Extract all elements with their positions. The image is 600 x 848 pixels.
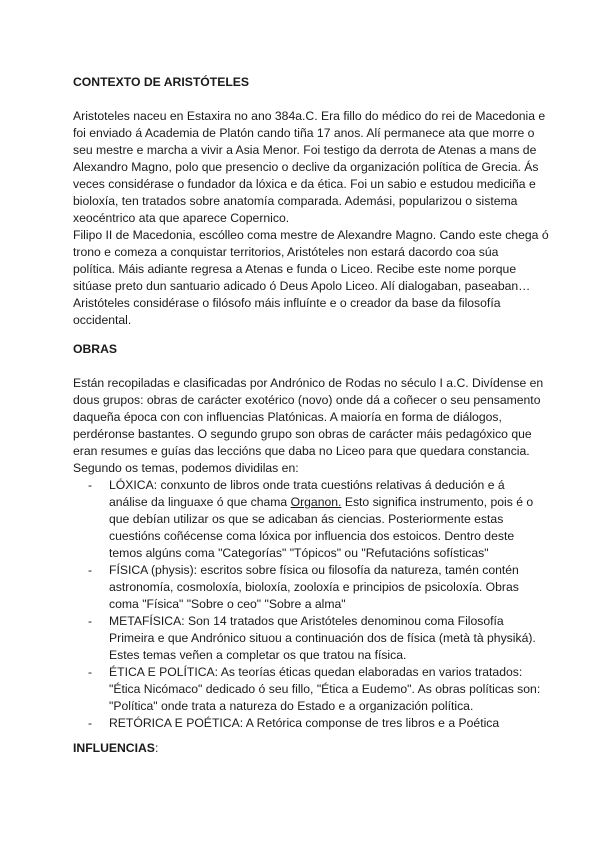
heading-obras: OBRAS [73,342,118,356]
text-line: foi enviado á Academia de Platón cando tiña 17 anos. Alí permanece ata que morre o [73,126,535,140]
text-line: FÍSICA (physis): escritos sobre física ou filosofía da natureza, tamén contén [109,563,519,577]
heading-colon: : [154,741,159,755]
text-line: coma "Física" "Sobre o ceo" "Sobre a alma" [109,597,346,611]
text-line: Están recopiladas e clasificadas por Andrónico de Rodas no século I a.C. Divídense en [73,376,544,390]
list-item-loxica [88,477,534,562]
text-line: occidental. [73,313,132,327]
text-line: daqueña época con con influencias Platónicas. A maioría en forma de diálogos, [73,410,502,424]
text-line: sitúase preto dun santuario adicado ó Deus Apolo Liceo. Alí dialogaban, paseaban… [73,279,531,293]
text-line: METAFÍSICA: Son 14 tratados que Aristóteles denominou coma Filosofía [109,614,504,628]
text-line: astronomía, cosmoloxía, bioloxía, zooloxía e principios de psicoloxía. Obras [109,580,519,594]
list-item-metafisica [88,613,536,664]
organon-underlined: Organon. [290,495,342,509]
list-dash: - [88,563,93,577]
text-line: "Política" onde trata a natureza do Estado e a organización política. [109,699,474,713]
text-line: Aristoteles naceu en Estaxira no ano 384a.C. Era fillo do médico do rei de Macedonia e [73,109,546,123]
text-fragment: Esto significa instrumento, pois é o [344,495,534,509]
paragraph-contexto [73,108,549,329]
heading-influencias: INFLUENCIAS [73,741,155,755]
list-dash: - [88,716,93,730]
text-line: ÉTICA E POLÍTICA: As teorías éticas quedan elaboradas en varios tratados: [109,665,523,679]
list-dash: - [88,614,93,628]
text-line: dous grupos: obras de carácter exotérico (novo) onde dá a coñecer o seu pensamento [73,393,541,407]
text-line: RETÓRICA E POÉTICA: A Retórica componse de tres libros e a Poética [109,716,500,730]
text-line: veces considérase o fundador da lóxica e da ética. Foi un sabio e estudou mediciña e [73,177,536,191]
text-line: política. Máis adiante regresa a Atenas e funda o Liceo. Recibe este nome porque [73,262,517,276]
text-line: Filipo II de Macedonia, escólleo coma mestre de Alexandre Magno. Cando este chega ó [73,228,549,242]
text-line: bioloxía, ten tratados sobre anatomía comparada. Ademási, popularizou o sistema [73,194,518,208]
text-line: que debían utilizar os que se adicaban ás ciencias. Posteriormente estas [109,512,504,526]
text-line: xeocéntrico ata que aparece Copernico. [73,211,290,225]
text-line: LÓXICA: conxunto de libros onde trata cuestións relativas á dedución e á [109,478,505,492]
list-item-retorica-poetica [88,715,528,732]
list-item-etica-politica [88,664,541,715]
text-fragment: análise da linguaxe ó que chama [109,495,291,509]
text-line: temos algúns coma "Categorías" "Tópicos" ou "Refutacións sofísticas" [109,546,489,560]
text-line: seu mestre e marcha a vivir a Asia Menor. Foi testigo da derrota de Atenas a mans de [73,143,537,157]
list-dash: - [88,665,93,679]
text-line: Estes temas veñen a completar os que tratou na física. [109,648,407,662]
text-line: Aristóteles considérase o filósofo máis influínte e o creador da base da filosofía [73,296,501,310]
text-line-organon [109,494,534,511]
list-dash: - [88,478,93,492]
paragraph-obras [73,375,544,477]
list-item-fisica [88,562,528,613]
text-line: Segundo os temas, podemos dividilas en: [73,461,299,475]
text-line: cuestións coñécense coma lóxica por influencia dos estoicos. Dentro deste [109,529,515,543]
text-line: perdéronse bastantes. O segundo grupo son obras de carácter máis pedagóxico que [73,427,532,441]
text-line: eran resumes e guías das leccións que daba no Liceo para que quedara constancia. [73,444,530,458]
obras-list [88,477,541,732]
text-line: "Ética Nicómaco" dedicado ó seu fillo, "Ética a Eudemo". As obras políticas son: [109,682,541,696]
text-line: Alexandro Magno, polo que presencio o declive da organización política de Grecia. Ás [73,160,539,174]
heading-influencias-line [73,740,533,757]
text-line: trono e comeza a conquistar territorios, Aristóteles non estará dacordo coa súa [73,245,499,259]
text-line: Primeira e que Andrónico situou a continuación dos de física (metà tà physiká). [109,631,536,645]
heading-contexto: CONTEXTO DE ARISTÓTELES [73,75,250,89]
